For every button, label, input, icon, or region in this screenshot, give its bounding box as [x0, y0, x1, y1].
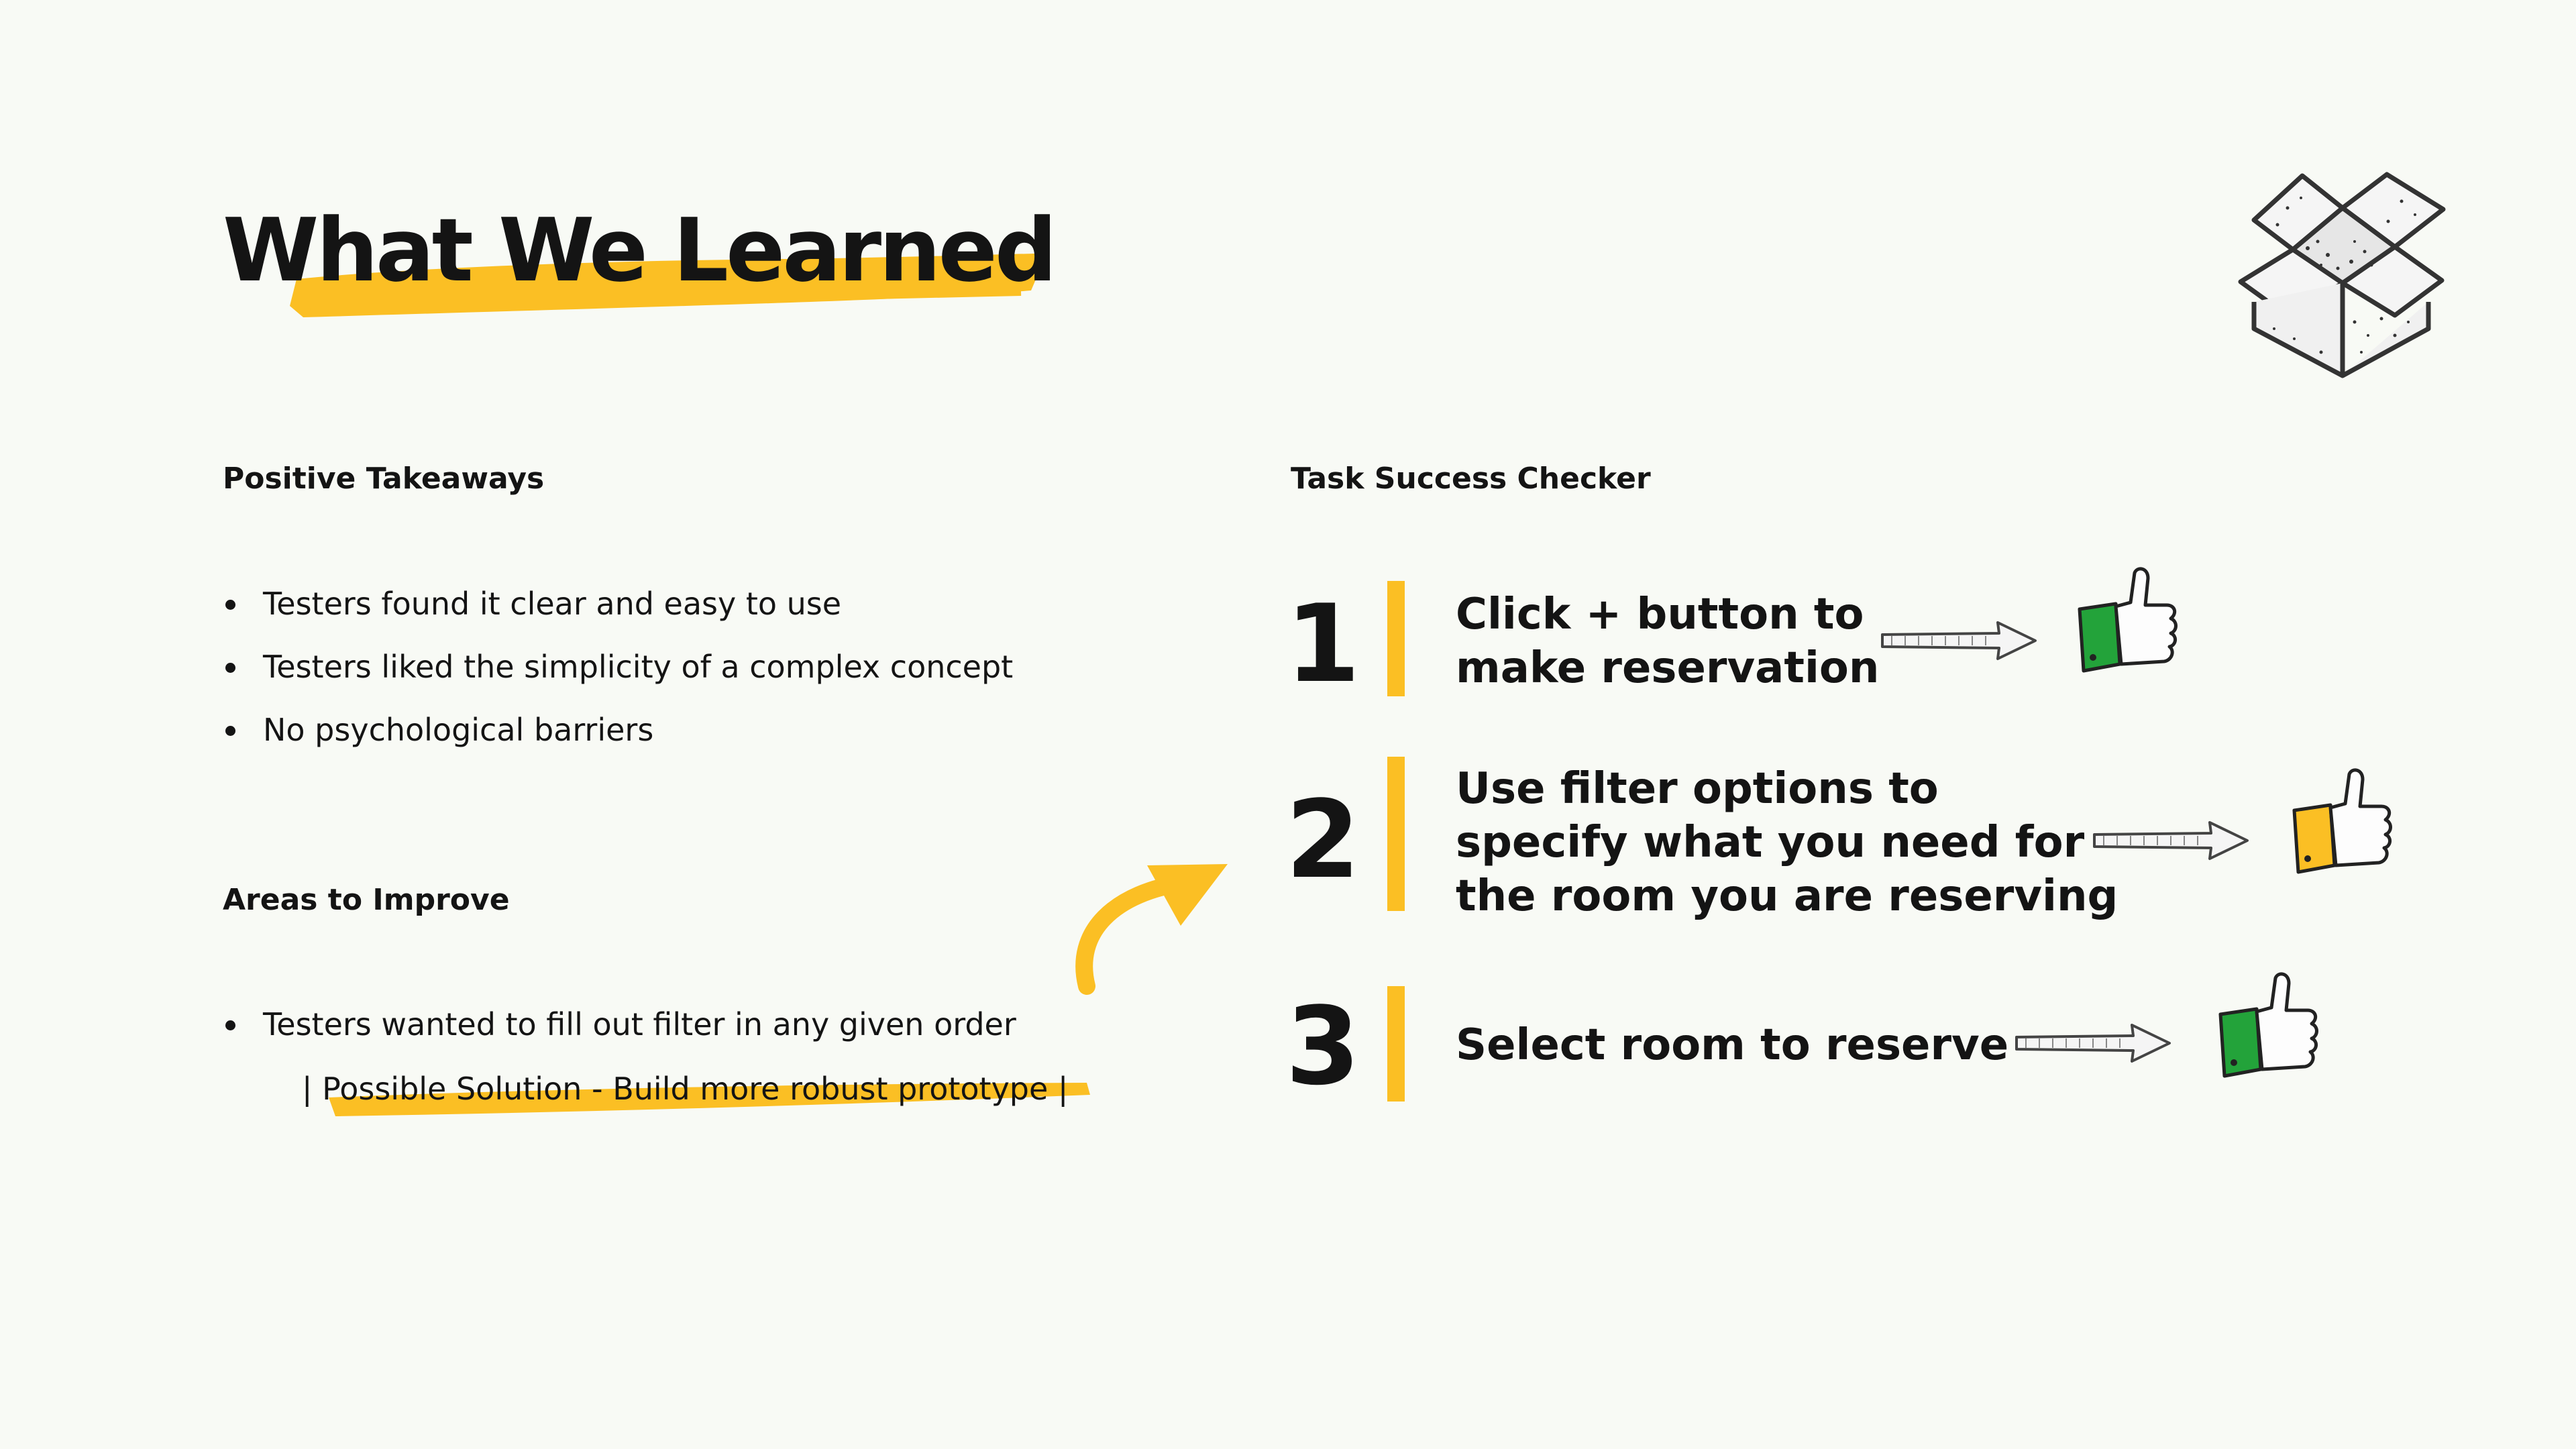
positive-takeaways-list — [223, 572, 1013, 761]
list-item: No psychological barriers — [223, 698, 1013, 761]
task-success-checker-heading: Task Success Checker — [1291, 462, 1651, 496]
areas-to-improve-list — [223, 993, 1016, 1056]
task-divider — [1387, 581, 1405, 696]
task-description: Select room to reserve — [1456, 1020, 2009, 1070]
list-item: Testers found it clear and easy to use — [223, 572, 1013, 635]
possible-solution-text: | Possible Solution - Build more robust prototype | — [302, 1071, 1069, 1107]
right-arrow-icon — [2012, 1020, 2174, 1067]
curved-arrow-icon — [1067, 852, 1234, 1000]
list-item: Testers liked the simplicity of a complex concept — [223, 635, 1013, 698]
open-box-icon — [2227, 168, 2462, 382]
task-description: Use filter options to specify what you need for the room you are reserving — [1456, 764, 2118, 921]
task-number: 3 — [1285, 983, 1360, 1109]
possible-solution-block — [302, 1060, 1107, 1120]
task-divider — [1387, 986, 1405, 1102]
task-description: Click + button to make reservation — [1456, 590, 1880, 693]
right-arrow-icon — [1878, 617, 2039, 664]
positive-takeaways-heading: Positive Takeaways — [223, 462, 545, 496]
right-arrow-icon — [2090, 817, 2251, 864]
thumbs-up-icon — [2214, 969, 2321, 1083]
areas-to-improve-heading: Areas to Improve — [223, 883, 510, 917]
thumbs-up-icon — [2288, 765, 2395, 879]
title-block — [223, 186, 1055, 341]
task-divider — [1387, 757, 1405, 911]
list-item: Testers wanted to fill out filter in any given order — [223, 993, 1016, 1056]
page-title: What We Learned — [223, 199, 1055, 301]
task-number: 2 — [1285, 777, 1360, 902]
task-number: 1 — [1285, 581, 1360, 706]
thumbs-up-icon — [2073, 564, 2180, 678]
